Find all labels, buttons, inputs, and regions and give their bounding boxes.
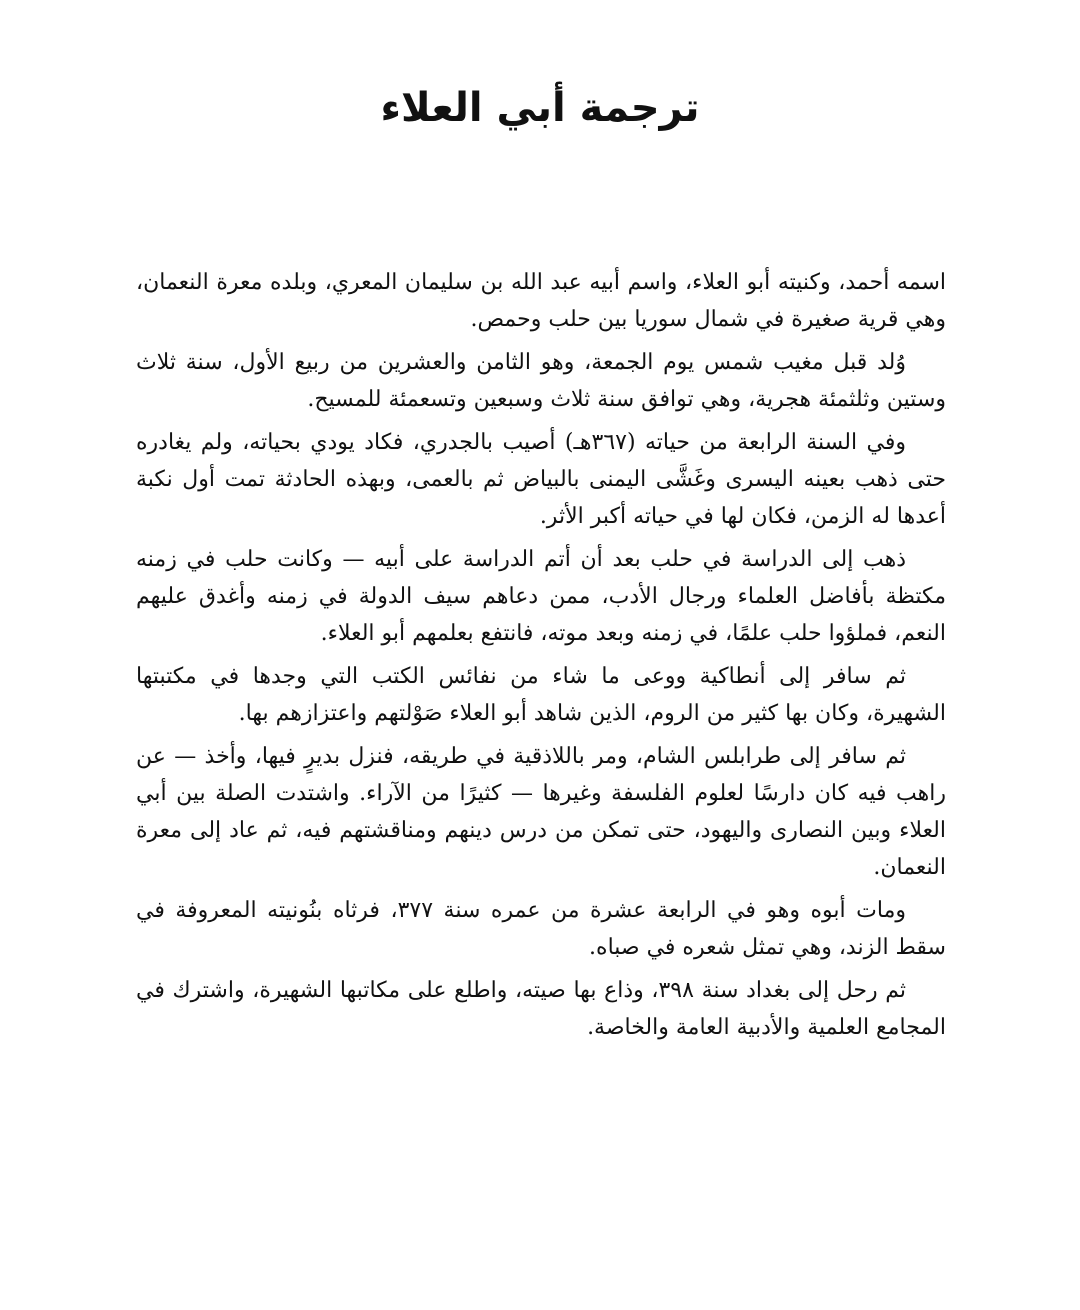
page-title: ترجمة أبي العلاء xyxy=(380,85,700,131)
paragraph-name-and-birthplace: اسمه أحمد، وكنيته أبو العلاء، واسم أبيه عبد الله بن سليمان المعري، وبلده معرة النعمان، وهي قرية صغيرة في شمال سوريا بين حلب وحمص. xyxy=(136,270,946,332)
paragraph-antioch: ثم سافر إلى أنطاكية ووعى ما شاء من نفائس الكتب التي وجدها في مكتبتها الشهيرة، وكان بها كثير من الروم، الذين شاهد أبو العلاء صَوْلتهم واعتزازهم بها. xyxy=(136,664,946,726)
paragraph-baghdad: ثم رحل إلى بغداد سنة ٣٩٨، وذاع بها صيته، واطلع على مكاتبها الشهيرة، واشترك في المجامع العلمية والأدبية العامة والخاصة. xyxy=(136,978,946,1040)
paragraph-birth-date: وُلد قبل مغيب شمس يوم الجمعة، وهو الثامن والعشرين من ربيع الأول، سنة ثلاث وستين وثلثمئة هجرية، وهي توافق سنة ثلاث وسبعين وتسعمئة للمسيح. xyxy=(136,350,946,412)
paragraph-tripoli-latakia: ثم سافر إلى طرابلس الشام، ومر باللاذقية في طريقه، فنزل بديرٍ فيها، وأخذ — عن راهب فيه كان دارسًا لعلوم الفلسفة وغيرها — كثيرًا من الآراء. واشتدت الصلة بين أبي العلاء وبين النصارى واليهود، حتى تمكن من درس دينهم ومناقشتهم فيه، ثم عاد إلى معرة النعمان. xyxy=(136,744,946,880)
paragraph-father-death: ومات أبوه وهو في الرابعة عشرة من عمره سنة ٣٧٧، فرثاه بنُونيته المعروفة في سقط الزند، وهي تمثل شعره في صباه. xyxy=(136,898,946,960)
paragraph-smallpox: وفي السنة الرابعة من حياته (٣٦٧هـ) أصيب بالجدري، فكاد يودي بحياته، ولم يغادره حتى ذهب بعينه اليسرى وغَشَّى اليمنى بالبياض ثم بالعمى، وبهذه الحادثة تمت أول نكبة أعدها له الزمن، فكان لها في حياته أكبر الأثر. xyxy=(136,430,946,529)
paragraph-aleppo-study: ذهب إلى الدراسة في حلب بعد أن أتم الدراسة على أبيه — وكانت حلب في زمنه مكتظة بأفاضل العلماء ورجال الأدب، ممن دعاهم سيف الدولة في زمنه وأغدق عليهم النعم، فملؤوا حلب علمًا، في زمنه وبعد موته، فانتفع بعلمهم أبو العلاء. xyxy=(136,547,946,646)
biography-body xyxy=(136,264,946,1052)
